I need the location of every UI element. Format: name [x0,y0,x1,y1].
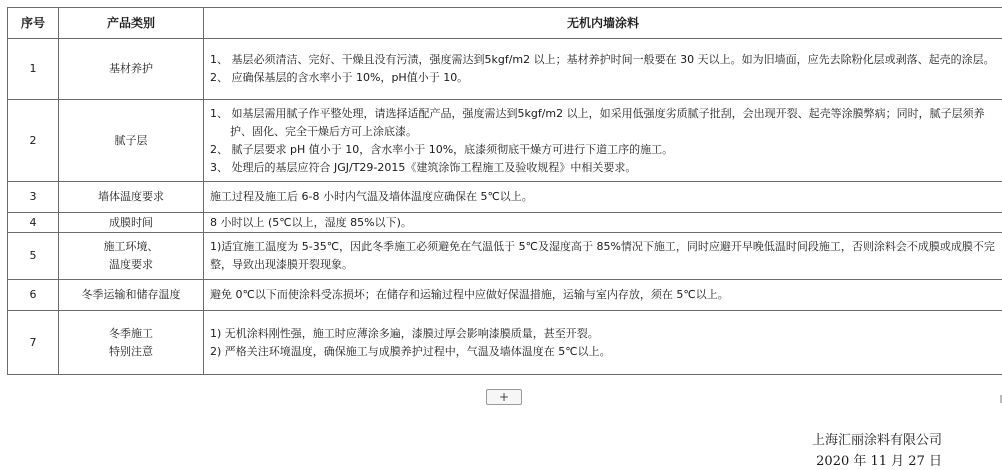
row-index: 1 [8,39,59,100]
row-category: 成膜时间 [59,213,204,233]
description-line: 施工过程及施工后 6-8 小时内气温及墙体温度应确保在 5℃以上。 [210,190,533,203]
table-row [8,182,1002,213]
description-line: 3、 处理后的基层应符合 JGJ/T29-2015《建筑涂饰工程施工及验收规程》中相关要求。 [210,160,637,174]
row-description [204,213,1002,233]
description-line: 1) 无机涂料刚性强，施工时应薄涂多遍，漆膜过厚会影响漆膜质量，甚至开裂。 [210,326,599,340]
add-row-button[interactable]: + [486,389,522,405]
row-category: 腻子层 [59,100,204,182]
description-line: 8 小时以上 (5℃以上，湿度 85%以下)。 [210,215,412,229]
table-row [8,213,1002,233]
row-description [204,100,1002,182]
description-line: 2、 腻子层要求 pH 值小于 10，含水率小于 10%，底漆须彻底干燥方可进行下道工序的施工。 [210,142,674,156]
row-index: 7 [8,311,59,375]
row-index: 4 [8,213,59,233]
table-row [8,233,1002,280]
description-line: 2、 应确保基层的含水率小于 10%，pH值小于 10。 [210,71,469,84]
row-description [204,39,1002,100]
table-row [8,280,1002,311]
description-line: 2) 严格关注环境温度，确保施工与成膜养护过程中，气温及墙体温度在 5℃以上。 [210,344,611,358]
row-category: 基材养护 [59,39,204,100]
company-name: 上海汇丽涂料有限公司 [811,433,942,448]
row-index: 3 [8,182,59,213]
description-line: 1、 基层必须清洁、完好、干燥且没有污渍，强度需达到5kgf/m2 以上；基材养护时间一般要在 30 天以上。如为旧墙面，应先去除粉化层或剥落、起壳的涂层。 [210,53,995,66]
row-category: 施工环境、 温度要求 [59,233,204,280]
row-category: 墙体温度要求 [59,182,204,213]
description-line: 避免 0℃以下而使涂料受冻损坏；在储存和运输过程中应做好保温措施，运输与室内存放，须在 5℃以上。 [210,288,729,301]
header-index: 序号 [8,8,59,39]
row-index: 5 [8,233,59,280]
product-spec-table [7,7,1002,375]
row-description [204,311,1002,375]
table-header-row [8,8,1002,39]
table-row [8,100,1002,182]
table-row [8,39,1002,100]
description-line: 1、 如基层需用腻子作平整处理，请选择适配产品，强度需达到5kgf/m2 以上，如采用低强度劣质腻子批刮，会出现开裂、起壳等涂膜弊病；同时，腻子层须养护、固化、完全干燥后方可上涂底漆。 [210,106,985,138]
row-description [204,280,1002,311]
row-index: 6 [8,280,59,311]
row-index: 2 [8,100,59,182]
document-date: 2020 年 11 月 27 日 [816,454,942,469]
row-category: 冬季施工 特别注意 [59,311,204,375]
row-description [204,182,1002,213]
header-category: 产品类别 [59,8,204,39]
table-row [8,311,1002,375]
row-category: 冬季运输和储存温度 [59,280,204,311]
row-description [204,233,1002,280]
header-product: 无机内墙涂料 [204,8,1002,39]
description-line: 1)适宜施工温度为 5-35℃，因此冬季施工必须避免在气温低于 5℃及湿度高于 85%情况下施工，同时应避开早晚低温时间段施工，否则涂料会不成膜或成膜不完整，导致出现漆膜开裂现象。 [210,240,995,271]
